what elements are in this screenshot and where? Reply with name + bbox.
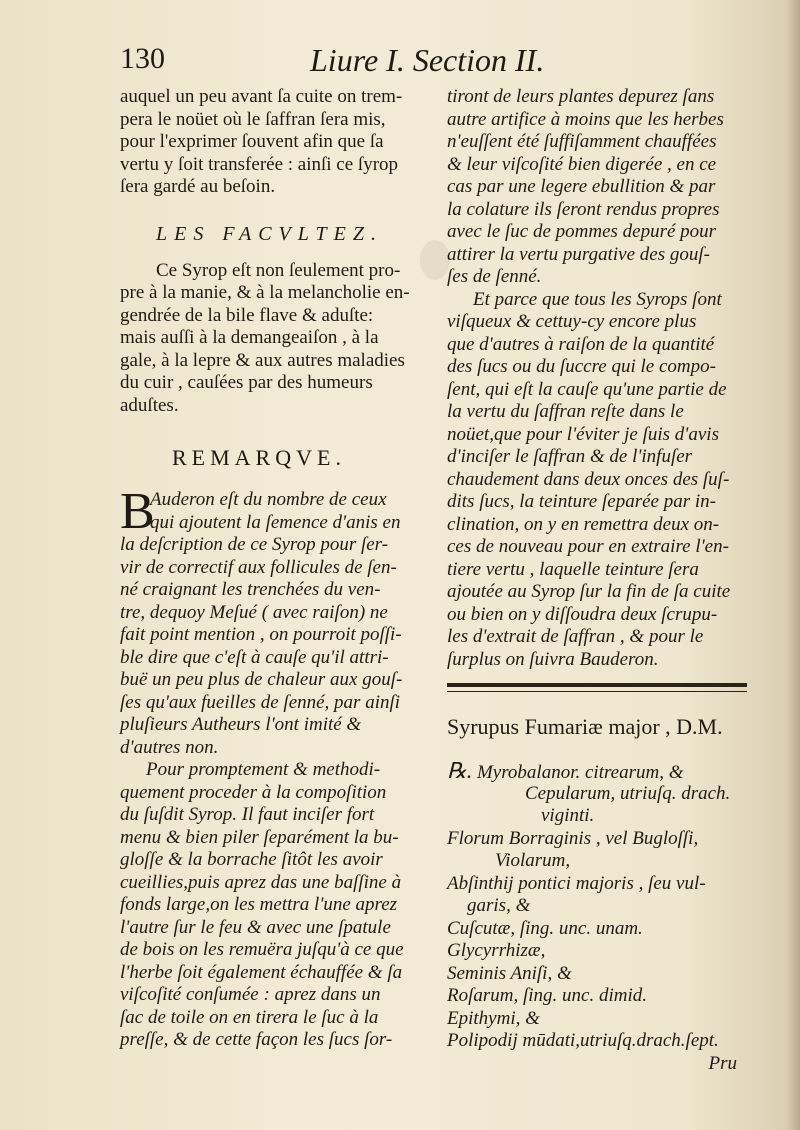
opening-paragraph (120, 86, 428, 199)
text-line: ſurplus on ſuivra Bauderon. (447, 648, 659, 670)
recipe-line: Cepularum, utriuſq. drach. (525, 782, 731, 804)
text-line: vir de correctif aux follicules de ſen- (120, 556, 397, 578)
recipe-line: Florum Borraginis , vel Bugloſſi, (447, 827, 699, 849)
text-line: noüet,que pour l'éviter je ſuis d'avis (447, 423, 719, 445)
text-line: autre artifice à moins que les herbes (447, 108, 724, 130)
text-line: avec le ſuc de pommes depuré pour (447, 221, 717, 242)
text-line: ſes qu'aux fueilles de ſenné, par ainſi (120, 691, 401, 713)
running-head: Liure I. Section II. (310, 42, 545, 78)
recipe-line: Glycyrrhizæ, (447, 940, 546, 961)
text-line: pour l'exprimer ſouvent afin que ſa (120, 131, 384, 152)
text-line: attirer la vertu purgative des gouſ- (447, 243, 710, 265)
text-line: gloſſe & la borrache ſitôt les avoir (120, 849, 383, 870)
text-line: buë un peu plus de chaleur aux gouſ- (120, 669, 403, 690)
text-line: vertu y ſoit transferée : ainſi ce ſyrop (120, 153, 399, 175)
recipe-line: Seminis Aniſi, & (447, 962, 572, 984)
text-line: la vertu du ſaffran reſte dans le (447, 401, 684, 422)
right-column (447, 86, 757, 1075)
text-line: chaudement dans deux onces des ſuſ- (447, 468, 730, 490)
text-line: gale, à la lepre & aux autres maladies (120, 349, 405, 371)
text-line: du cuir , cauſées par des humeurs (120, 372, 373, 393)
text-line: que d'autres à raiſon de la quantité (447, 333, 715, 355)
recipe-line: garis, & (467, 895, 531, 916)
remarque-heading: REMARQVE. (172, 445, 346, 470)
recipe-line (447, 760, 757, 783)
text-line: cueillies,puis aprez das une baſſine à (120, 871, 402, 893)
page-edge-shadow (786, 0, 800, 1130)
text-line: ſera gardé au beſoin. (120, 176, 276, 197)
text-line: de bois on les remuëra juſqu'à ce que (120, 939, 404, 960)
text-line: fait point mention , on pourroit poſſi- (120, 624, 402, 645)
text-line: aduſtes. (120, 394, 179, 416)
text-line: & leur viſcoſité bien digerée , en ce (447, 153, 717, 175)
text-line: ſac de toile on en tirera le ſuc à la (120, 1006, 379, 1028)
text-line: ajoutée au Syrop ſur la fin de ſa cuite (447, 581, 731, 602)
text-line: pre à la manie, & à la melancholie en- (120, 282, 410, 303)
text-line: viſqueux & cettuy-cy encore plus (447, 311, 697, 332)
text-line: preſſe, & de cette façon les ſucs ſor- (120, 1029, 393, 1050)
text-line: du ſuſdit Syrop. Il faut inciſer fort (120, 804, 375, 825)
text-line: les d'extrait de ſaffran , & pour le (447, 626, 704, 647)
recipe-line: Violarum, (495, 850, 571, 871)
text-line: né craignant les trenchées du ven- (120, 579, 381, 600)
text-line: pera le noüet où le ſaffran ſera mis, (120, 108, 386, 130)
text-line: tiront de leurs plantes depurez ſans (447, 86, 715, 107)
text-line: ou bien on y diſſoudra deux ſcrupu- (447, 603, 718, 625)
catchword: Pru (708, 1052, 737, 1074)
drop-cap: B (120, 483, 155, 540)
text-line: clination, on y en remettra deux on- (447, 513, 720, 535)
text-line: tre, dequoy Meſué ( avec raiſon) ne (120, 601, 388, 623)
text-line: dits ſucs, la teinture ſeparée par in- (447, 491, 716, 512)
text-line: gendrée de la bile flave & aduſte: (120, 304, 374, 326)
remarque-paragraph (120, 483, 428, 1052)
text-line: viſcoſité conſumée : aprez dans un (120, 984, 381, 1005)
recipe-line: Epithymi, & (447, 1007, 540, 1029)
text-line: Auderon eſt du nombre de ceux (150, 489, 387, 510)
text-line: qui ajoutent la ſemence d'anis en (150, 511, 401, 533)
text-line: auquel un peu avant ſa cuite on trem- (120, 86, 403, 107)
text-line: la colature ils ſeront rendus propres (447, 198, 720, 220)
text-line: ſent, qui eſt la cauſe qu'une partie de (447, 378, 727, 400)
section-rule (447, 683, 747, 687)
recipe-symbol: ℞. (447, 758, 473, 783)
right-paragraphs (447, 86, 757, 671)
text-line: ble dire que c'eſt à cauſe qu'il attri- (120, 646, 389, 668)
text-line: n'euſſent été ſuffiſamment chauffées (447, 131, 717, 152)
recipe-line: Cuſcutæ, ſing. unc. unam. (447, 917, 643, 939)
text-line: pluſieurs Autheurs l'ont imité & (120, 714, 362, 735)
text-line: cas par une legere ebullition & par (447, 176, 716, 197)
recipe-ingredients (447, 760, 757, 1075)
left-column (120, 86, 428, 1052)
text-line: quement proceder à la compoſition (120, 781, 387, 803)
ingredient-text: Myrobalanor. citrearum, & (476, 762, 684, 783)
text-line: d'autres non. (120, 736, 219, 758)
recipe-line: Roſarum, ſing. unc. dimid. (447, 985, 648, 1006)
text-line: l'autre ſur le feu & avec une ſpatule (120, 916, 391, 938)
text-line: Et parce que tous les Syrops ſont (473, 288, 722, 310)
text-line: fonds large,on les mettra l'une aprez (120, 894, 398, 915)
facultez-paragraph (120, 260, 428, 418)
text-line: ſes de ſenné. (447, 266, 542, 287)
text-line: tiere vertu , laquelle teinture ſera (447, 558, 699, 580)
page-header (120, 42, 760, 90)
text-line: des ſucs ou du ſuccre qui le compo- (447, 356, 716, 377)
section-rule-thin (447, 691, 747, 692)
text-line: Ce Syrop eſt non ſeulement pro- (156, 259, 401, 281)
facultez-heading: LES FACVLTEZ. (156, 222, 383, 245)
text-line: mais auſſi à la demangeaiſon , à la (120, 327, 379, 348)
recipe-title: Syrupus Fumariæ major , D.M. (447, 714, 723, 739)
recipe-line: viginti. (541, 805, 595, 826)
text-line: la deſcription de ce Syrop pour ſer- (120, 534, 389, 555)
text-line: l'herbe ſoit également échauffée & ſa (120, 961, 403, 983)
recipe-line: Abſinthij pontici majoris , ſeu vul- (447, 872, 706, 894)
page-number: 130 (120, 42, 165, 75)
text-line: Pour promptement & methodi- (146, 759, 381, 780)
recipe-line: Polipodij mūdati,utriuſq.drach.ſept. (447, 1030, 719, 1051)
text-line: d'inciſer le ſaffran & de l'infuſer (447, 446, 693, 467)
text-line: ces de nouveau pour en extraire l'en- (447, 536, 729, 557)
text-line: menu & bien piler ſeparément la bu- (120, 826, 399, 848)
